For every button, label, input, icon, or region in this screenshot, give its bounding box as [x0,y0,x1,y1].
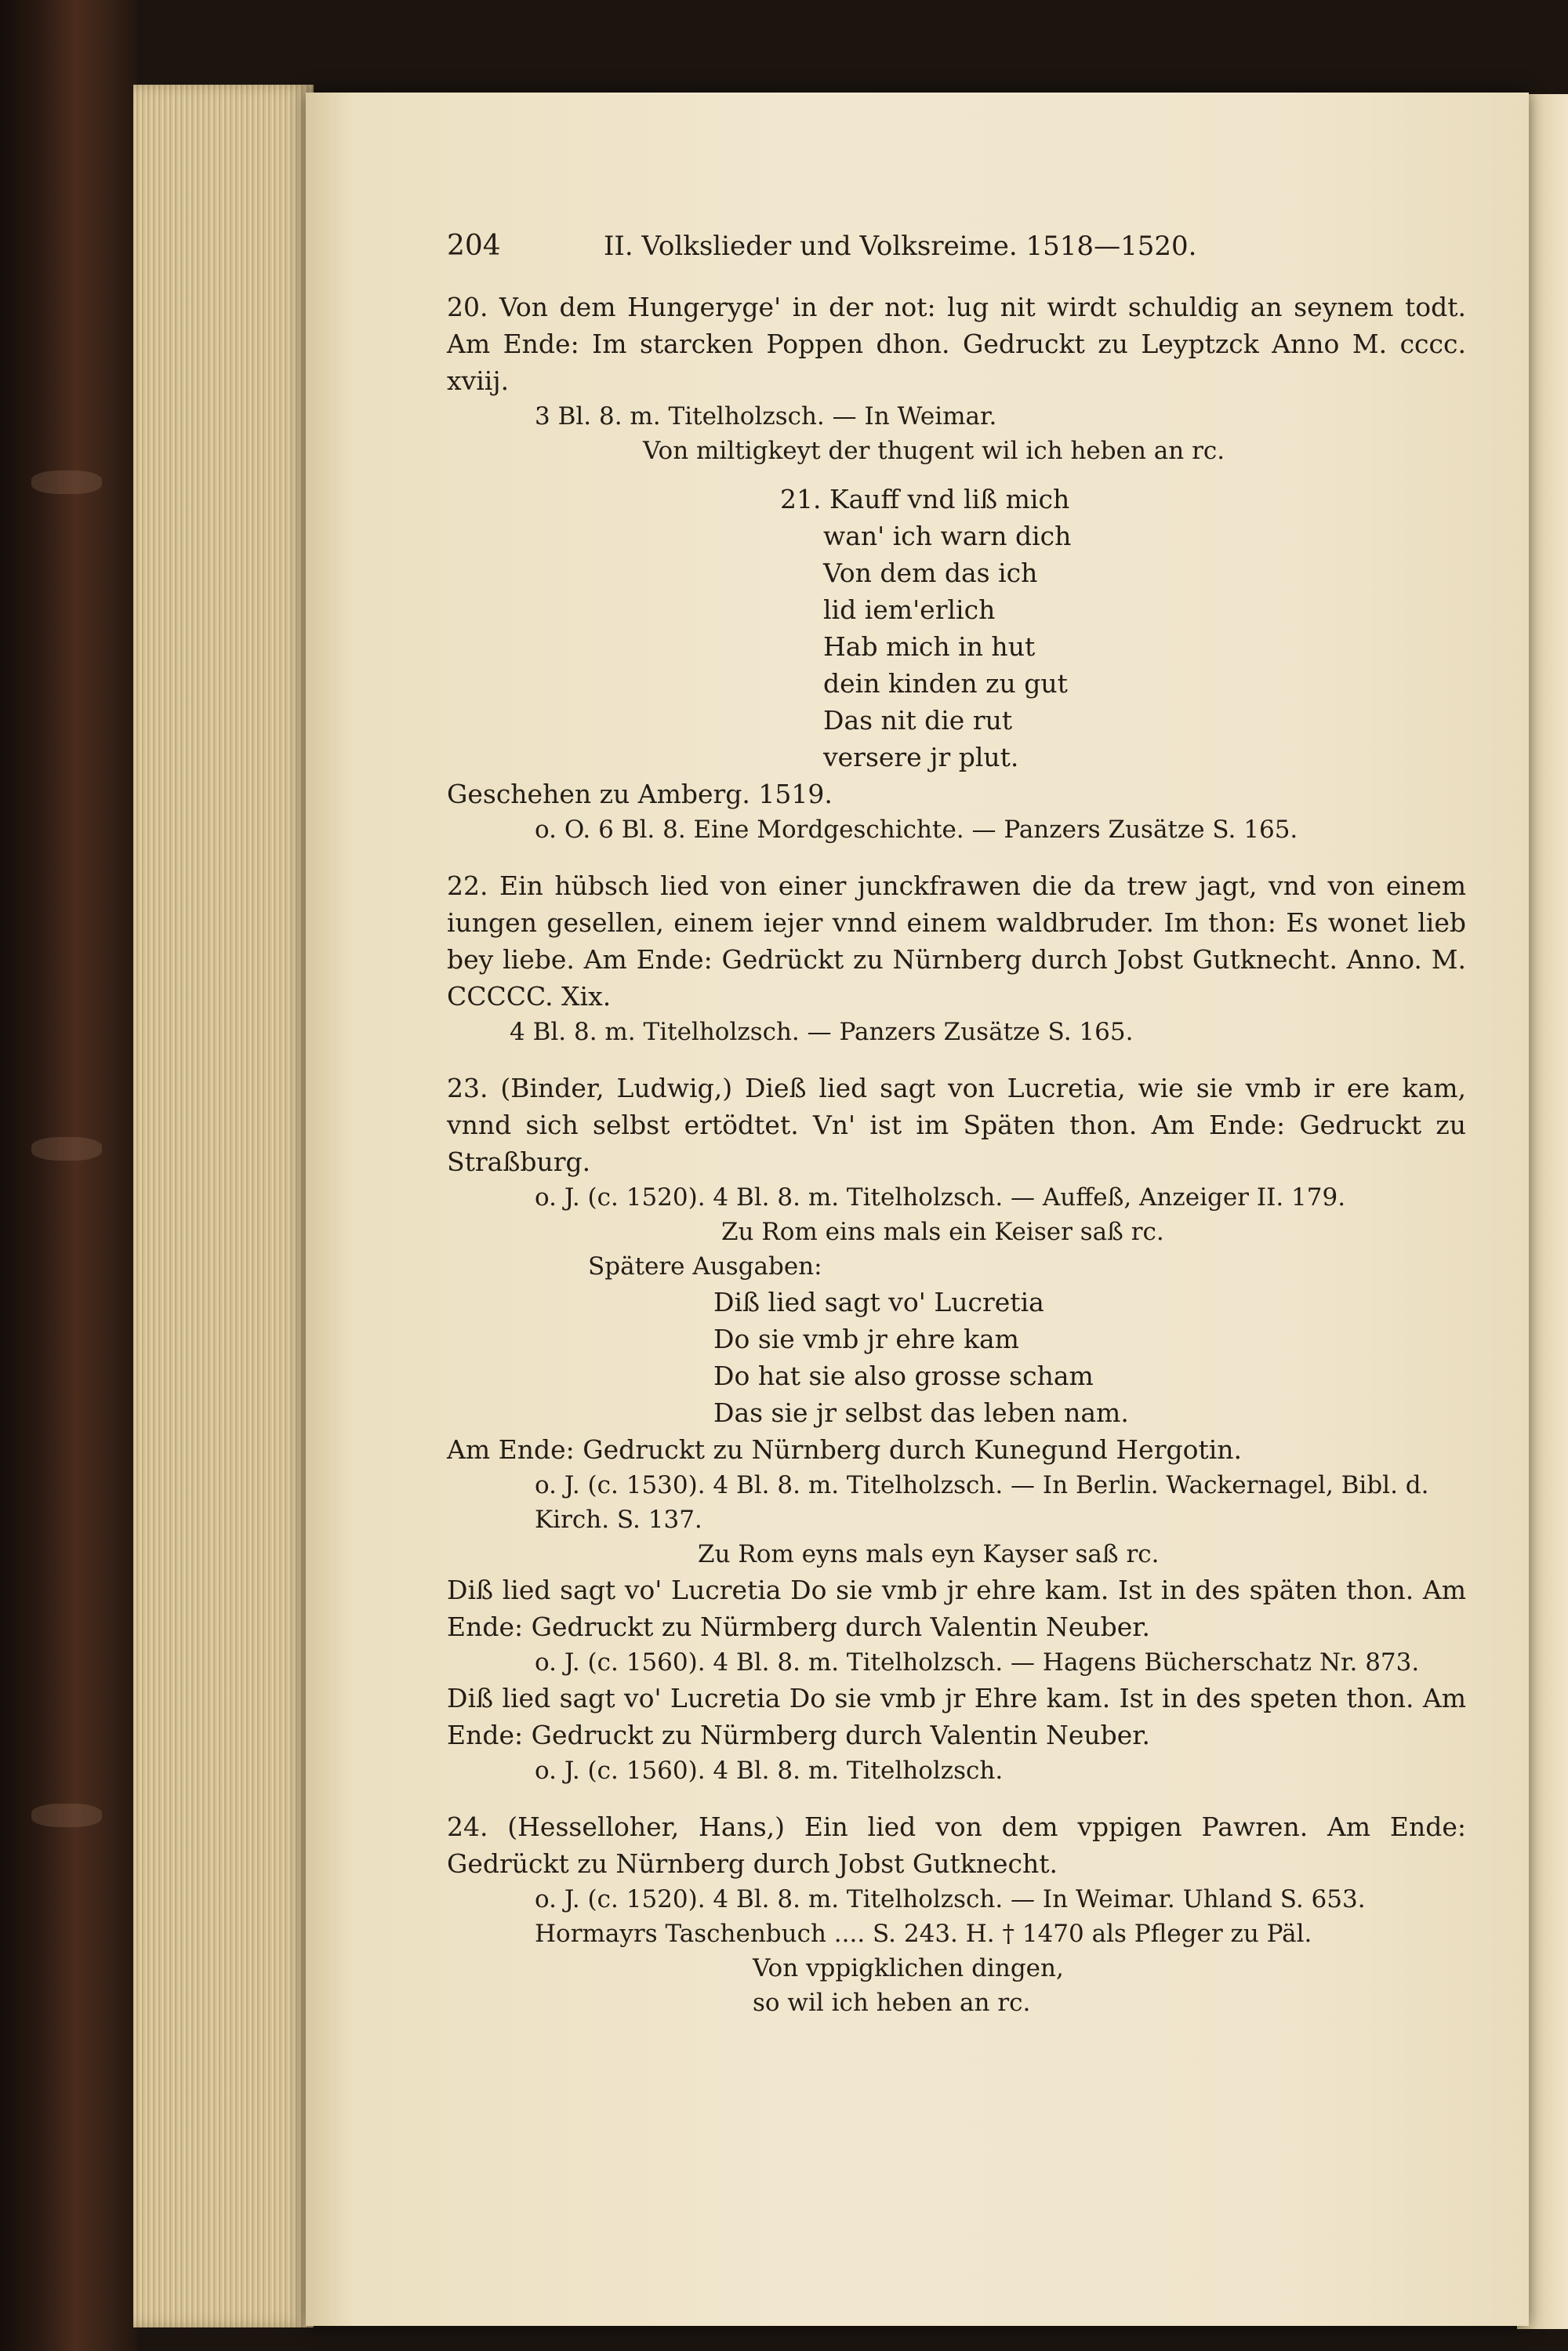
entry-24-incipit-line: so wil ich heben an rc. [753,1989,1031,2017]
entry-22-bibliography: 4 Bl. 8. m. Titelholzsch. — Panzers Zusätze S. 165. [510,1018,1134,1046]
entry-23-verse-line: Das sie jr selbst das leben nam. [713,1397,1129,1428]
entry-24-incipit-line: Von vppigklichen dingen, [753,1954,1064,1982]
entry-20-bibliography: 3 Bl. 8. m. Titelholzsch. — In Weimar. [535,402,997,431]
page-edges [133,85,314,2327]
running-title: II. Volkslieder und Volksreime. 1518—1520. [604,231,1197,262]
entry-23-edition-2-bibliography: o. J. (c. 1560). 4 Bl. 8. m. Titelholzsch. — Hagens Bücherschatz Nr. 873. [535,1648,1420,1677]
entry-24-text: 24. (Hesselloher, Hans,) Ein lied von dem vppigen Pawren. Am Ende: Gedrückt zu Nürnberg durch Jobst Gutknecht. [447,1811,1466,1879]
entry-23-edition-2: Diß lied sagt vo' Lucretia Do sie vmb jr ehre kam. Ist in des späten thon. Am Ende: Gedruckt zu Nürmberg durch Valentin Neuber. [447,1575,1466,1642]
entry-20-incipit: Von miltigkeyt der thugent wil ich heben an rc. [643,437,1225,465]
entry-21-verse-line: Das nit die rut [823,705,1013,736]
entry-24-bibliography: o. J. (c. 1520). 4 Bl. 8. m. Titelholzsch. — In Weimar. Uhland S. 653. Hormayrs Taschenbuch .... S. 243. H. † 1470 als Pfleger zu Päl. [535,1885,1366,1948]
entry-23-edition-3: Diß lied sagt vo' Lucretia Do sie vmb jr Ehre kam. Ist in des speten thon. Am Ende: Gedruckt zu Nürmberg durch Valentin Neuber. [447,1683,1466,1750]
entry-23-text: 23. (Binder, Ludwig,) Dieß lied sagt von Lucretia, wie sie vmb ir ere kam, vnnd sich selbst ertödtet. Vn' ist im Späten thon. Am Ende: Gedruckt zu Straßburg. [447,1073,1466,1177]
entry-23-verse-line: Do sie vmb jr ehre kam [713,1324,1019,1354]
entry-23-incipit: Zu Rom eins mals ein Keiser saß rc. [721,1218,1164,1246]
entry-21-verse-line: Hab mich in hut [823,631,1036,662]
book-spine [0,0,137,2351]
entry-21-number-line: 21. Kauff vnd liß mich [780,484,1070,514]
entry-23-bibliography: o. J. (c. 1520). 4 Bl. 8. m. Titelholzsch. — Auffeß, Anzeiger II. 179. [535,1183,1346,1212]
page-number: 204 [447,230,501,262]
running-header [447,227,1466,265]
entry-21-bibliography: o. O. 6 Bl. 8. Eine Mordgeschichte. — Panzers Zusätze S. 165. [535,816,1298,844]
entry-23-later-editions-label: Spätere Ausgaben: [588,1252,822,1281]
entry-21-verse-line: versere jr plut. [823,742,1019,772]
entry-21-verse-line: Von dem das ich [823,558,1038,588]
entry-21-place: Geschehen zu Amberg. 1519. [447,779,833,809]
entry-20-text: 20. Von dem Hungerygе' in der not: lug nit wirdt schuldig an seynem todt. Am Ende: Im starcken Poppen dhon. Gedruckt zu Leyptzck Anno M. cccc. xviij. [447,292,1466,396]
entry-23-verse-line: Diß lied sagt vo' Lucretia [713,1287,1044,1317]
entry-23-incipit-2: Zu Rom eyns mals eyn Kayser saß rc. [698,1540,1160,1568]
spine-wear-mark [31,1804,102,1827]
entry-23-verse-line: Do hat sie also grosse scham [713,1361,1094,1391]
entry-22-text: 22. Ein hübsch lied von einer junckfrawen die da trew jagt, vnd von einem iungen gesellen, einem iejer vnnd einem waldbruder. Im thon: Es wonet lieb bey liebe. Am Ende: Gedrückt zu Nürnberg durch Jobst Gutknecht. Anno. M. CCCCC. Xix. [447,870,1466,1012]
spine-wear-mark [31,1137,102,1161]
entry-21-verse-line: wan' ich warn dich [823,521,1072,551]
spine-wear-mark [31,471,102,494]
entry-21-verse-line: dein kinden zu gut [823,668,1068,699]
entry-21-verse-line: lid iem'erlich [823,594,996,625]
page-text [447,227,1466,2020]
entry-23-edition-3-bibliography: o. J. (c. 1560). 4 Bl. 8. m. Titelholzsch. [535,1757,1004,1785]
entry-23-edition-1: Am Ende: Gedruckt zu Nürnberg durch Kunegund Hergotin. [447,1434,1243,1465]
book-page [306,93,1529,2326]
entry-23-edition-1-bibliography: o. J. (c. 1530). 4 Bl. 8. m. Titelholzsch. — In Berlin. Wackernagel, Bibl. d. Kirch. S. 137. [535,1471,1429,1534]
